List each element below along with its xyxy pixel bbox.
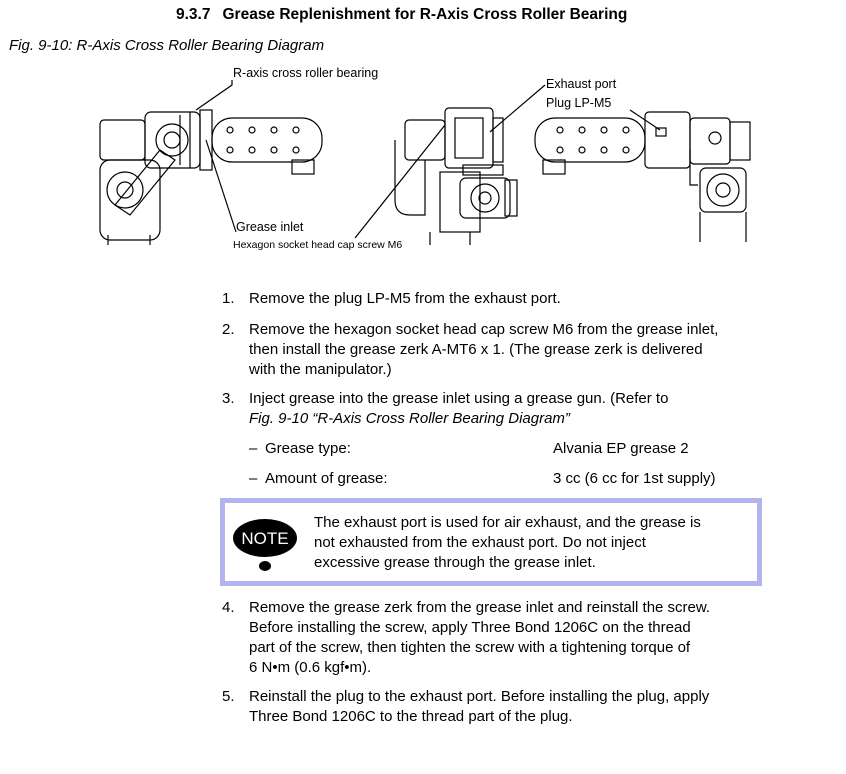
step-3 <box>222 389 668 429</box>
note-line: not exhausted from the exhaust port. Do not inject <box>314 534 646 551</box>
label-screw: Hexagon socket head cap screw M6 <box>233 239 403 251</box>
right-robot-view <box>535 112 750 242</box>
step-text: Remove the plug LP-M5 from the exhaust port. <box>249 290 561 307</box>
step-text-line: Inject grease into the grease inlet using a grease gun. (Refer to <box>249 390 669 407</box>
step-2 <box>222 320 718 380</box>
label-exhaust-port: Exhaust port <box>546 77 617 91</box>
grease-amount-value: 3 cc (6 cc for 1st supply) <box>553 470 716 487</box>
step-4 <box>222 598 710 678</box>
step-text-line: Remove the grease zerk from the grease inlet and reinstall the screw. <box>249 599 711 616</box>
step-text-line: Reinstall the plug to the exhaust port. Before installing the plug, apply <box>249 688 710 705</box>
middle-robot-view <box>395 108 517 245</box>
section-number: 9.3.7 <box>176 6 211 23</box>
note-icon <box>232 517 298 575</box>
step-text-line: part of the screw, then tighten the screw with a tightening torque of <box>249 639 691 656</box>
figure-reference: Fig. 9-10 “R-Axis Cross Roller Bearing Diagram” <box>249 410 570 427</box>
label-grease-inlet: Grease inlet <box>236 220 304 234</box>
bearing-diagram <box>0 0 846 260</box>
step-number: 1. <box>222 290 235 307</box>
label-bearing: R-axis cross roller bearing <box>233 66 379 80</box>
step-text-line: then install the grease zerk A-MT6 x 1. (The grease zerk is delivered <box>249 341 703 358</box>
step-text-line: Remove the hexagon socket head cap screw M6 from the grease inlet, <box>249 321 719 338</box>
label-plug: Plug LP-M5 <box>546 96 612 110</box>
grease-type-label: Grease type: <box>265 440 351 457</box>
note-icon-label: NOTE <box>241 529 289 548</box>
step-text-line: Three Bond 1206C to the thread part of the plug. <box>249 708 573 725</box>
grease-amount-label: Amount of grease: <box>265 470 388 487</box>
step-number: 4. <box>222 599 235 616</box>
note-line: excessive grease through the grease inlet. <box>314 554 596 571</box>
step-text-line: with the manipulator.) <box>249 361 392 378</box>
section-title: Grease Replenishment for R-Axis Cross Roller Bearing <box>222 6 628 23</box>
step-number: 3. <box>222 390 235 407</box>
note-text <box>314 513 754 573</box>
note-line: The exhaust port is used for air exhaust, and the grease is <box>314 514 701 531</box>
step-number: 2. <box>222 321 235 338</box>
step-text-line: 6 N•m (0.6 kgf•m). <box>249 659 372 676</box>
step-5 <box>222 687 709 727</box>
grease-type-value: Alvania EP grease 2 <box>553 440 689 457</box>
step-text-line: Before installing the screw, apply Three Bond 1206C on the thread <box>249 619 691 636</box>
step-number: 5. <box>222 688 235 705</box>
step-1 <box>222 289 561 309</box>
figure-caption: Fig. 9-10: R-Axis Cross Roller Bearing Diagram <box>9 37 325 54</box>
